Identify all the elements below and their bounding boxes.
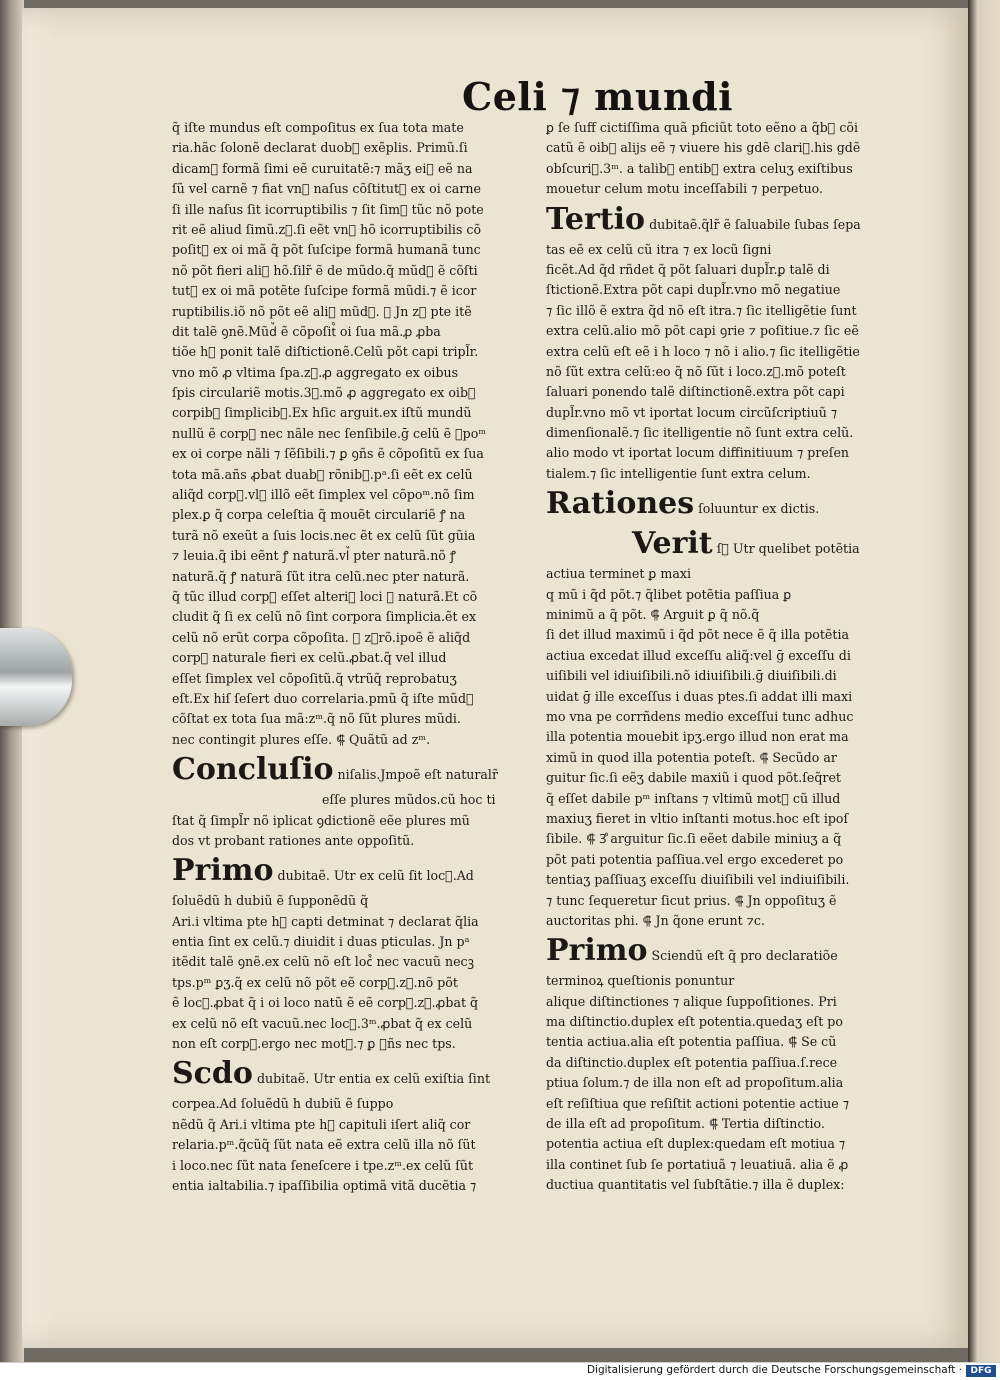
text-line: corpib᷒ ſimplicib᷒.Ex hſic arguit.ex iſtũ mundũ	[172, 405, 472, 421]
text-line: obſcuri᷒.3ᵐ. a talib᷒ entib᷒ extra celuʒ exiſtibus	[546, 160, 853, 176]
left-column	[172, 118, 532, 1196]
text-line: nõ ſũt extra celũ:eo q̃ nõ ſũt i loco.z᷒.mõ poteſt	[546, 363, 846, 379]
rationes-heading	[546, 484, 916, 524]
text-line: terminoꝝ queſtionis ponuntur	[546, 973, 735, 989]
text-line: ſtat q̃ ſimpl̃r nõ iplicat ꝯdictionẽ eẽe plures mũ	[172, 812, 470, 828]
text-line: eſt reſiſtiua que reſiſtit actioni potentie actiue ⁊	[546, 1095, 849, 1111]
text-line: ẽ loc᷒.ꝓbat q̃ i oi loco natũ ẽ eẽ corp᷒.z᷒.ꝓbat q̃	[172, 995, 479, 1011]
text-line: q̃ iſte mundus eſt compoſitus ex ſua tota mate	[172, 120, 464, 135]
text-line: q̃ tũc illud corp᷒ eſſet alteri᷒ loci ꝭ naturã.Et cõ	[172, 588, 478, 604]
text-line: ductiua quantitatis vel ſubſtãtie.⁊ illa ẽ duplex:	[546, 1177, 845, 1193]
text-line: tut᷒ ex oi mã potẽte ſuſcipe formã mũdi.⁊ ẽ icor	[172, 283, 477, 299]
text-line: ⁊ tunc ſequeretur ſicut prius. ⸿ Jn oppoſituʒ ẽ	[546, 892, 837, 908]
verit-body	[546, 564, 916, 931]
text-line: minimũ a q̃ põt. ⸿ Arguit ꝑ q̃ nõ.q̃	[546, 607, 760, 623]
text-line: ex celũ nõ eſt vacuũ.nec loc᷒.3ᵐ.ꝓbat q̃ ex celũ	[172, 1015, 473, 1031]
text-line: q̃ eſſet dabile pᵐ inſtans ⁊ vltimũ mot᷒ cũ illud	[546, 790, 841, 806]
text-line: q mũ i q̃d põt.⁊ q̃libet potẽtia paſſiua ꝑ	[546, 586, 792, 602]
text-line: dit talẽ ꝯnẽ.Mũd᷒ ẽ cõpoſit᷒ oi ſua mã.ꝓ ꝓba	[172, 323, 441, 339]
text-line: alio modo vt iportat locum diffinitiuum ⁊ preſen	[546, 445, 850, 461]
tertio-initial: Tertio	[546, 201, 646, 237]
text-line: ſi det illud maximũ i q̃d põt nece ẽ q̃ illa potẽtia	[546, 627, 849, 643]
text-line: naturã.q̃ ꝭ naturã ſũt itra celũ.nec pter naturã.	[172, 568, 470, 584]
text-line: alique diſtinctiones ⁊ alique ſuppoſitiones. Pri	[546, 993, 837, 1009]
text-line: dimenſionalẽ.⁊ ſic itelligentie nõ ſunt extra celũ.	[546, 425, 854, 441]
text-line: cõſtat ex tota ſua mã:zᵐ.q̃ nõ ſũt plures mũdi.	[172, 711, 461, 727]
running-head: Celi ⁊ mundi	[462, 74, 734, 119]
text-line: corpea.Ad ſoluẽdũ h dubiũ ẽ ſuppo	[172, 1096, 394, 1112]
right-column	[546, 118, 916, 1196]
text-line: ſpis circulariẽ motis.3᷒.mõ ꝓ aggregato ex oib᷒	[172, 385, 476, 401]
text-line: uidat ḡ ille exceſſus i duas ptes.ſi addat illi maxi	[546, 688, 853, 704]
text-line: nec contingit plures eſſe. ⸿ Quãtũ ad zᵐ.	[172, 731, 431, 747]
text-line: tialem.⁊ ſic intelligentie ſunt extra celum.	[546, 465, 811, 481]
text-line: i loco.nec ſũt nata ſeneſcere i tpe.zᵐ.ex celũ ſũt	[172, 1157, 474, 1173]
text-line: põt pati potentia paſſiua.vel ergo excederet po	[546, 851, 844, 867]
primo-right-first-line: Sciendũ eſt q̃ pro declaratiõe	[651, 948, 838, 964]
text-line: dupl̃r.vno mõ vt iportat locum circũſcriptiuũ ⁊	[546, 404, 838, 420]
right-top-text	[546, 118, 916, 200]
tertio-body	[546, 240, 916, 485]
text-line: eſt.Ex hiſ ſeſert duo correlaria.pmũ q̃ iſte mũd᷒	[172, 690, 474, 706]
primo-right-heading	[546, 931, 916, 971]
text-line: ruptibilis.iõ nõ põt eẽ ali᷒ mũd᷒. ⸿ Jn z᷒ pte itẽ	[172, 303, 472, 319]
text-line: maxiuʒ fieret in vltio inſtanti motus.hoc eſt ipoſ	[546, 810, 849, 826]
text-line: uiſibili vel idiuiſibili.nõ idiuiſibili.ḡ diuiſibili.di	[546, 668, 837, 684]
text-line: ſaluari ponendo talẽ diſtinctionẽ.extra põt capi	[546, 384, 845, 400]
verit-heading	[546, 524, 916, 564]
tertio-heading	[546, 200, 916, 240]
primo-body	[172, 891, 532, 1054]
text-line: ſtictionẽ.Extra põt capi dupl̃r.vno mõ negatiue	[546, 282, 841, 298]
text-line: dicam᷒ formã ſimi eẽ curuitatẽ:⁊ mãʒ ei᷒ eẽ na	[172, 160, 473, 176]
text-line: extra celũ.alio mõ põt capi ꝯrie ⁊ poſitiue.⁊ ſic eẽ	[546, 323, 859, 339]
rationes-title: Rationes	[546, 486, 695, 522]
text-line: extra celũ eſt eẽ i h loco ⁊ nõ i alio.⁊ ſic itelligẽtie	[546, 343, 860, 359]
conclusio-body	[172, 811, 532, 852]
text-line: entia ialtabilia.⁊ ipaſſibilia optimã vitã ducẽtia ⁊	[172, 1177, 477, 1193]
text-line: guitur ſic.ſi eẽʒ dabile maxiũ i quod põt.ſeq̃ret	[546, 770, 841, 786]
text-line: itẽdit talẽ ꝯnẽ.ex celũ nõ eſt loc᷒ nec vacuũ necꝫ	[172, 954, 475, 970]
text-line: ex oi corpe nãli ⁊ ſẽſibili.⁊ ꝑ ꝯñs ẽ cõpoſitũ ex ſua	[172, 446, 484, 462]
text-line: tps.pᵐ ꝑʒ.q̃ ex celũ nõ põt eẽ corp᷒.z᷒.nõ põt	[172, 974, 458, 990]
text-line: vno mõ ꝓ vltima ſpa.z᷒.ꝓ aggregato ex oibus	[172, 364, 459, 380]
facing-page-edge	[968, 0, 1000, 1362]
text-line: ptiua ſolum.⁊ de illa non eſt ad propoſitum.alia	[546, 1075, 844, 1091]
text-line: mo vna pe corrñdens medio exceſſui tunc adhuc	[546, 708, 854, 724]
text-line: tota mã.añs ꝓbat duab᷒ rõnib᷒.pᵃ.ſi eẽt ex celũ	[172, 466, 473, 482]
text-line: ximũ in quod illa potentia poteſt. ⸿ Secũdo ar	[546, 749, 837, 765]
verit-first-line: ſ᷒ Utr quelibet potẽtia	[716, 541, 860, 557]
text-line: ſoluẽdũ h dubiũ ẽ ſupponẽdũ q̃	[172, 893, 369, 909]
conclusio-line-2: eſſe plures mũdos.cũ hoc ti	[322, 792, 496, 808]
scdo-body	[172, 1094, 532, 1196]
left-main-text	[172, 118, 532, 750]
rationes-subtitle: ſoluuntur ex dictis.	[698, 501, 820, 517]
scdo-heading	[172, 1054, 532, 1094]
text-line: rit eẽ aliud ſimũ.z᷒.ſi eẽt vn᷒ hõ icorruptibilis cõ	[172, 221, 482, 237]
funding-note: Digitalisierung gefördert durch die Deutsche Forschungsgemeinschaft ·	[586, 1364, 962, 1376]
text-line: mouetur celum motu inceſſabili ⁊ perpetuo.	[546, 181, 824, 197]
scdo-first-line: dubitaẽ. Utr entia ex celũ exiſtia ſint	[256, 1071, 491, 1087]
scdo-initial: Scdo	[172, 1056, 253, 1092]
text-line: actiua terminet ꝑ maxi	[546, 566, 691, 582]
text-line: poſit᷒ ex oi mã q̃ põt ſuſcipe formã humanã tunc	[172, 242, 481, 258]
primo-initial: Primo	[172, 853, 274, 889]
text-line: potentia actiua eſt duplex:quedam eſt motiua ⁊	[546, 1136, 846, 1152]
conclusio-line-1: niſalis.Jmpoẽ eſt naturalr̃	[337, 767, 498, 783]
text-line: ria.hãc ſolonẽ declarat duob᷒ exẽplis. Primũ.ſi	[172, 140, 468, 156]
text-line: ſi ille naſus ſit icorruptibilis ⁊ ſit ſim᷒ tũc nõ pote	[172, 201, 484, 217]
text-line: non eſt corp᷒.ergo nec mot᷒.⁊ ꝑ ꝯñs nec tps.	[172, 1036, 456, 1052]
text-line: tentiaʒ paſſiuaʒ exceſſu diuiſibili vel indiuiſibili.	[546, 872, 850, 888]
text-line: ꝑ ſe ſuff cictiſſima quã pficiũt toto eẽno a q̃b᷒ cõi	[546, 120, 859, 135]
text-line: illa continet ſub ſe portatiuã ⁊ leuatiuã. alia ẽ ꝓ	[546, 1156, 849, 1172]
conclusio-initial: Concluſio	[172, 752, 334, 788]
text-line: dos vt probant rationes ante oppoſitũ.	[172, 832, 415, 848]
text-line: ma diſtinctio.duplex eſt potentia.quedaʒ eſt po	[546, 1014, 843, 1030]
text-line: turã nõ exeũt a ſuis locis.nec ẽt ex celũ ſũt gũia	[172, 527, 476, 543]
text-line: tentia actiua.alia eſt potentia paſſiua. ⸿ Se cũ	[546, 1034, 837, 1050]
text-line: ſũ vel carnẽ ⁊ fiat vn᷒ naſus cõſtitut᷒ ex oi carne	[172, 181, 481, 197]
verit-initial: Verit	[632, 526, 713, 562]
text-line: entia ſint ex celũ.⁊ diuidit i duas pticulas. Jn pᵃ	[172, 934, 470, 950]
text-line: illa potentia mouebit ipʒ.ergo illud non erat ma	[546, 729, 849, 745]
footer-bar	[0, 1362, 1000, 1380]
text-line: actiua excedat illud exceſſu aliq̃:vel ḡ exceſſu di	[546, 647, 851, 663]
text-line: plex.ꝑ q̃ corpa celeſtia q̃ mouẽt circulariẽ ꝭ na	[172, 507, 466, 523]
text-line: cludit q̃ ſi ex celũ nõ ſint corpora ſimplicia.ẽt ex	[172, 609, 477, 625]
text-line: nõ põt fieri ali᷒ hõ.ſilr̃ ẽ de mũdo.q̃ mũd᷒ ẽ cõſti	[172, 262, 478, 278]
text-line: corp᷒ naturale fieri ex celũ.ꝓbat.q̃ vel illud	[172, 650, 447, 666]
text-line: ſibile. ⸿ 3᷒ arguitur ſic.ſi eẽet dabile miniuʒ a q̃	[546, 831, 842, 847]
text-line: Ari.i vltima pte h᷒ capti detminat ⁊ declarat q̃lia	[172, 913, 479, 929]
text-line: da diſtinctio.duplex eſt potentia paſſiua.ſ.rece	[546, 1054, 838, 1070]
text-line: nullũ ẽ corp᷒ nec nãle nec ſenſibile.ḡ celũ ẽ ꝯpoᵐ	[172, 425, 487, 441]
text-line: nẽdũ q̃ Ari.i vltima pte h᷒ capituli iſert aliq̃ cor	[172, 1116, 471, 1132]
text-line: tas eẽ ex celũ cũ itra ⁊ ex locũ ſigni	[546, 241, 772, 257]
text-line: celũ nõ erũt corpa cõpoſita. ⸿ z᷒rõ.ipoẽ ẽ aliq̃d	[172, 629, 471, 645]
primo-right-body	[546, 971, 916, 1195]
text-line: ficẽt.Ad q̃d rñdet q̃ põt ſaluari dupl̃r.ꝑ talẽ di	[546, 261, 830, 277]
text-line: tiõe h᷒ ponit talẽ diſtictionẽ.Celũ põt capi tripl̃r.	[172, 344, 479, 360]
text-line: ⁊ leuia.q̃ ibi eẽnt ꝭ naturã.vl᷒ pter naturã.nõ ꝭ	[172, 548, 456, 564]
text-line: auctoritas phi. ⸿ Jn q̃one erunt ⁊c.	[546, 912, 765, 928]
text-line: aliq̃d corp᷒.vl᷒ illõ eẽt ſimplex vel cõpoᵐ.nõ ſim	[172, 487, 475, 503]
dfg-logo: DFG	[966, 1365, 996, 1377]
primo-heading	[172, 851, 532, 891]
primo-first-line: dubitaẽ. Utr ex celũ ſit loc᷒.Ad	[277, 868, 474, 884]
conclusio-heading	[172, 750, 532, 790]
text-line: de illa eſt ad propoſitum. ⸿ Tertia diſtinctio.	[546, 1116, 825, 1132]
text-line: catũ ẽ oib᷒ alijs eẽ ⁊ viuere his gdẽ clari᷒.his gdẽ	[546, 140, 861, 156]
text-line: ⁊ ſic illõ ẽ extra q̃d nõ eſt itra.⁊ ſic itelligẽtie ſunt	[546, 302, 857, 318]
primo-right-initial: Primo	[546, 933, 648, 969]
tertio-first-line: dubitaẽ.q̃lr̃ ẽ ſaluabile ſubas ſepa	[649, 216, 861, 232]
text-line: relaria.pᵐ.q̃cũq̃ ſũt nata eẽ extra celũ illa nõ ſũt	[172, 1137, 476, 1153]
text-line: eſſet ſimplex vel cõpoſitũ.q̃ vtrũq̃ reprobatuʒ	[172, 670, 457, 686]
